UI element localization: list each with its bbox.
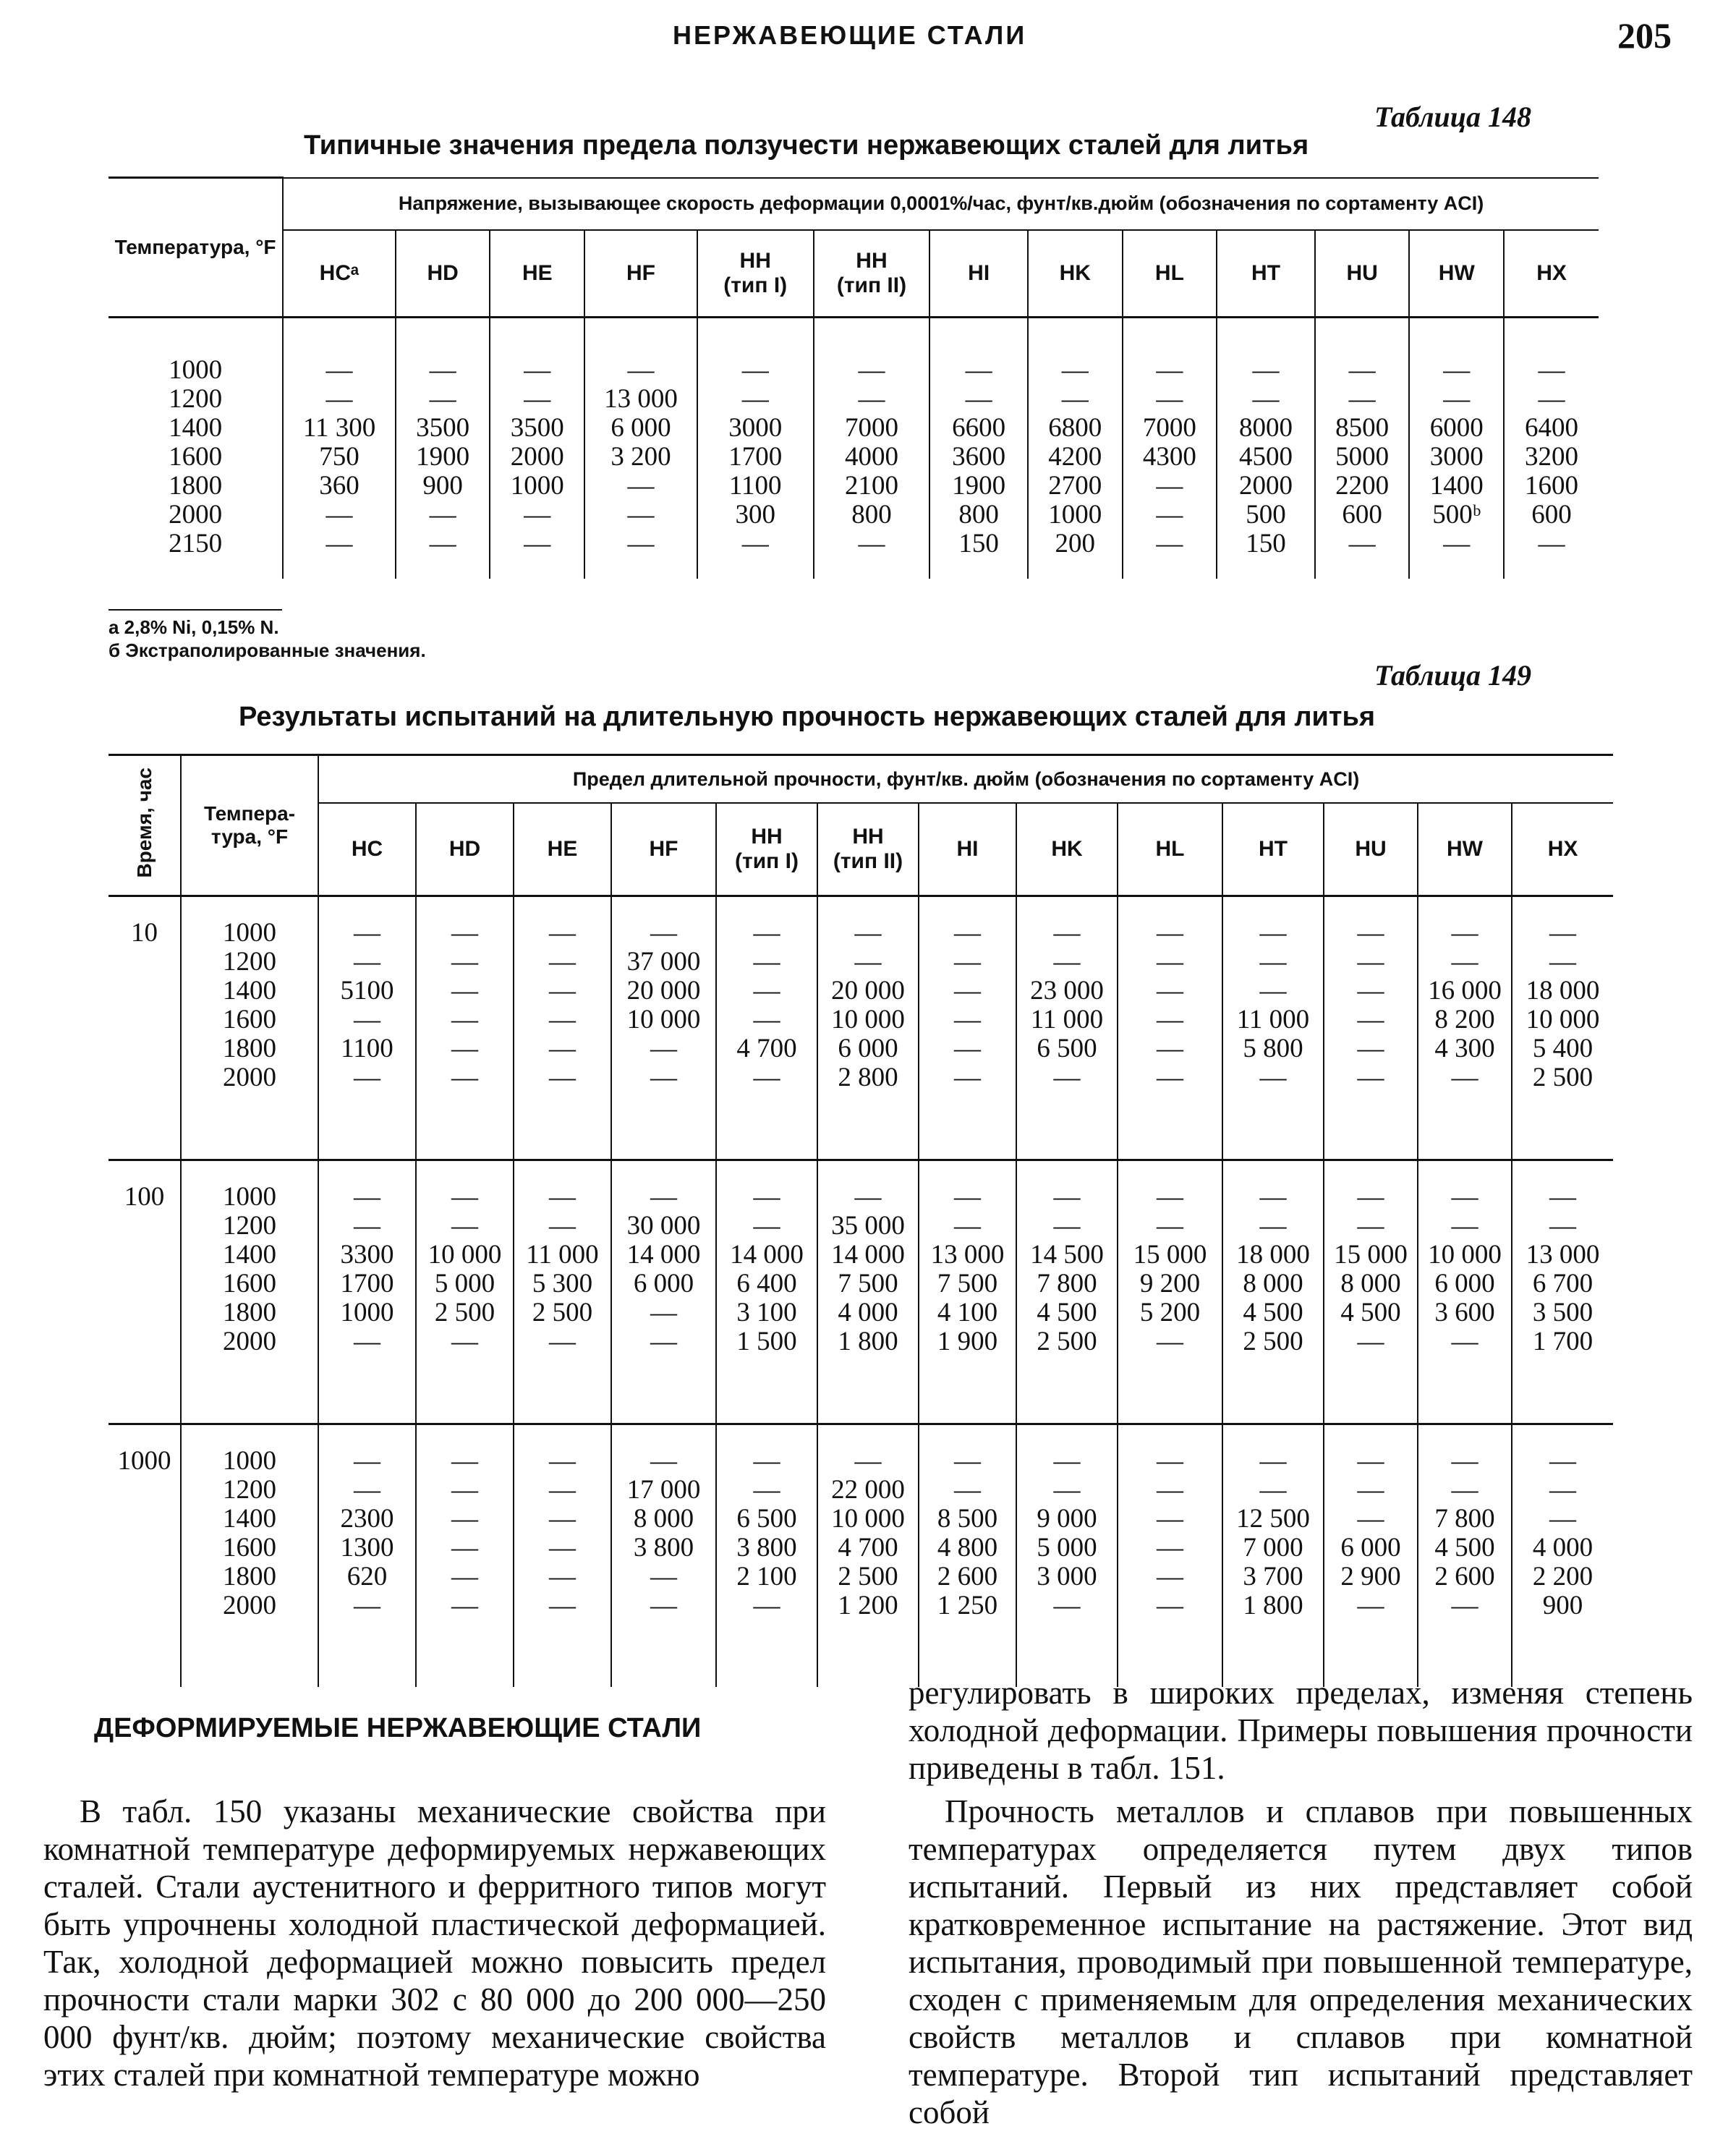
table149-col-header: HE — [514, 803, 611, 896]
table149-cell: — — 5100 — 1100 — — [318, 896, 416, 1160]
table148-cell: — — 7000 4000 2100 800 — — [814, 317, 930, 579]
footnote-rule — [109, 609, 282, 611]
table149-cell: — — 13 000 6 700 3 500 1 700 — [1512, 1160, 1613, 1424]
table149-cell: — — — — 4 700 — — [716, 896, 817, 1160]
table149-group-row — [109, 1424, 1613, 1688]
table149-cell: — — — — — — — [1324, 896, 1418, 1160]
table149-col-header: HI — [919, 803, 1016, 896]
table148-cell: — — 6000 3000 1400 500ᵇ — — [1409, 317, 1504, 579]
table149-cell: — — 18 000 8 000 4 500 2 500 — [1222, 1160, 1324, 1424]
table148-col-header: HF — [584, 230, 697, 318]
table148-cell: — — 8000 4500 2000 500 150 — [1217, 317, 1315, 579]
table149 — [109, 754, 1613, 1687]
table149-time: 10 — [131, 918, 158, 948]
table148-col-header: HD — [396, 230, 490, 318]
running-header: НЕРЖАВЕЮЩИЕ СТАЛИ — [673, 20, 1027, 50]
table149-temperatures: 1000 1200 1400 1600 1800 2000 — [181, 1424, 318, 1688]
table149-cell: — 22 000 10 000 4 700 2 500 1 200 — [817, 1424, 919, 1688]
table148-footnote-b: б Экстраполированные значения. — [109, 639, 426, 661]
table149-temperatures: 1000 1200 1400 1600 1800 2000 — [181, 896, 318, 1160]
table149-cell: — — 14 500 7 800 4 500 2 500 — [1016, 1160, 1118, 1424]
table148-temperatures: 1000 1200 1400 1600 1800 2000 2150 — [169, 354, 223, 558]
table149-group-row — [109, 896, 1613, 1160]
table149-cell: — 37 000 20 000 10 000 — — — [611, 896, 716, 1160]
table149-time: 1000 — [109, 1424, 181, 1688]
table148-col-header: HU — [1315, 230, 1410, 318]
table149-time-header — [109, 755, 181, 896]
table149-time: 100 — [109, 1160, 181, 1424]
table149-col-header: HT — [1222, 803, 1324, 896]
table148-cell: — — 3500 2000 1000 — — — [490, 317, 584, 579]
table149-cell: — 30 000 14 000 6 000 — — — [611, 1160, 716, 1424]
table149-cell: — — — 4 000 2 200 900 — [1512, 1424, 1613, 1688]
table149-cell: — — 20 000 10 000 6 000 2 800 — [817, 896, 919, 1160]
table148-cell: — — 8500 5000 2200 600 — — [1315, 317, 1410, 579]
table149-cell: — — — — — — — [416, 896, 514, 1160]
table149-cell: — 35 000 14 000 7 500 4 000 1 800 — [817, 1160, 919, 1424]
table149-col-header: HK — [1016, 803, 1118, 896]
table149-col-header: HD — [416, 803, 514, 896]
table149-cell: — — — — — — — [919, 896, 1016, 1160]
table149-cell: — — 23 000 11 000 6 500 — — [1016, 896, 1118, 1160]
table149-label: Таблица 149 — [1374, 659, 1531, 692]
table148-col-header: HT — [1217, 230, 1315, 318]
table149-temp-header: Темпера- тура, °F — [181, 755, 318, 896]
table149-cell: — — 15 000 8 000 4 500 — — [1324, 1160, 1418, 1424]
table148-col-header: HH (тип I) — [697, 230, 814, 318]
table149-cell: — — 12 500 7 000 3 700 1 800 — [1222, 1424, 1324, 1688]
table149-cell: — — 13 000 7 500 4 100 1 900 — [919, 1160, 1016, 1424]
table149-cell: — — 3300 1700 1000 — — [318, 1160, 416, 1424]
table148-cell: — 13 000 6 000 3 200 — — — — [584, 317, 697, 579]
table148-col-header: HH (тип II) — [814, 230, 930, 318]
right-paragraph-2: Прочность металлов и сплавов при повышенных температурах определяется путем двух типов испытаний. Первый из них представляет собой кратковременное испытание на растяжение. Этот вид испытания, проводимый при повышенной температуре, сходен с применяемым для определения механических свойств металлов и сплавов при комнатной температуре. Второй тип испытаний представляет собой — [909, 1793, 1693, 2130]
table149-cell: — — — — — — — [416, 1424, 514, 1688]
table149-span-header: Предел длительной прочности, фунт/кв. дюйм (обозначения по сортаменту ACI) — [318, 755, 1613, 804]
table149-cell: — — 8 500 4 800 2 600 1 250 — [919, 1424, 1016, 1688]
table148-label: Таблица 148 — [1374, 101, 1531, 133]
table149-col-header: HC — [318, 803, 416, 896]
table149-cell: — — — 6 000 2 900 — — [1324, 1424, 1418, 1688]
table149-col-header: HF — [611, 803, 716, 896]
table149-col-header: HW — [1418, 803, 1512, 896]
table148-col-header: HI — [929, 230, 1028, 318]
table149-cell: — — — — — — — [1118, 896, 1222, 1160]
table149-cell: — — 10 000 5 000 2 500 — — [416, 1160, 514, 1424]
table148-row — [109, 317, 1599, 579]
page-number: 205 — [1617, 15, 1672, 56]
table148-cell: — — 3000 1700 1100 300 — — [697, 317, 814, 579]
table149-cell: — — — — — — — [1118, 1424, 1222, 1688]
table149-cell: — 17 000 8 000 3 800 — — — [611, 1424, 716, 1688]
table149-cell: — — 9 000 5 000 3 000 — — [1016, 1424, 1118, 1688]
table148-col-header: HW — [1409, 230, 1504, 318]
table148-col-header: HE — [490, 230, 584, 318]
table148-span-header: Напряжение, вызывающее скорость деформации 0,0001%/час, фунт/кв.дюйм (обозначения по сортаменту ACI) — [283, 178, 1599, 230]
table149-time-header-text: Время, час — [132, 768, 156, 878]
table149-cell: — — — — — — — [514, 896, 611, 1160]
table149-cell: — — 6 500 3 800 2 100 — — [716, 1424, 817, 1688]
table148-col-header: HCᵃ — [283, 230, 396, 318]
right-paragraph-1: регулировать в широких пределах, изменяя степень холодной деформации. Примеры повышения прочности приведены в табл. 151. — [909, 1675, 1693, 1786]
table149-cell: — — 16 000 8 200 4 300 — — [1418, 896, 1512, 1160]
left-paragraph: В табл. 150 указаны механические свойства при комнатной температуре деформируемых нержавеющих сталей. Стали аустенитного и ферритного типов могут быть упрочнены холодной пластической деформацией. Так, холодной деформацией можно повысить предел прочности стали марки 302 с 80 000 до 200 000—250 000 фунт/кв. дюйм; поэтому механические свойства этих сталей при комнатной температуре можно — [43, 1793, 826, 2093]
table149-group-row — [109, 1160, 1613, 1424]
table149-cell: — — — — — — — [514, 1424, 611, 1688]
table149-col-header: HH (тип I) — [716, 803, 817, 896]
table148-col-header: HL — [1123, 230, 1217, 318]
table148-cell: — — 7000 4300 — — — — [1123, 317, 1217, 579]
table149-col-header: HH (тип II) — [817, 803, 919, 896]
table149-col-header: HU — [1324, 803, 1418, 896]
table148-col-header: HK — [1028, 230, 1123, 318]
table148 — [109, 177, 1599, 579]
table149-title: Результаты испытаний на длительную прочность нержавеющих сталей для литья — [239, 702, 1376, 732]
table149-cell: — — — 11 000 5 800 — — [1222, 896, 1324, 1160]
table148-footnote-a: a 2,8% Ni, 0,15% N. — [109, 616, 279, 638]
table149-cell: — — 18 000 10 000 5 400 2 500 — [1512, 896, 1613, 1160]
section-heading: ДЕФОРМИРУЕМЫЕ НЕРЖАВЕЮЩИЕ СТАЛИ — [94, 1713, 702, 1743]
table148-temp-header: Температура, °F — [109, 178, 283, 318]
table149-cell: — — 10 000 6 000 3 600 — — [1418, 1160, 1512, 1424]
table149-cell: — — 11 000 5 300 2 500 — — [514, 1160, 611, 1424]
table149-col-header: HX — [1512, 803, 1613, 896]
table149-cell: — — 15 000 9 200 5 200 — — [1118, 1160, 1222, 1424]
table149-cell: — — 7 800 4 500 2 600 — — [1418, 1424, 1512, 1688]
table148-cell: — — 3500 1900 900 — — — [396, 317, 490, 579]
table149-col-header: HL — [1118, 803, 1222, 896]
table148-cell: — — 6600 3600 1900 800 150 — [929, 317, 1028, 579]
table149-temperatures: 1000 1200 1400 1600 1800 2000 — [181, 1160, 318, 1424]
table148-title: Типичные значения предела ползучести нержавеющих сталей для литья — [304, 130, 1309, 161]
table148-cell: — — 6800 4200 2700 1000 200 — [1028, 317, 1123, 579]
table148-cell: — — 6400 3200 1600 600 — — [1504, 317, 1599, 579]
table149-cell: — — 14 000 6 400 3 100 1 500 — [716, 1160, 817, 1424]
table149-cell: — — 2300 1300 620 — — [318, 1424, 416, 1688]
table148-col-header: HX — [1504, 230, 1599, 318]
table148-cell: — — 11 300 750 360 — — — [283, 317, 396, 579]
